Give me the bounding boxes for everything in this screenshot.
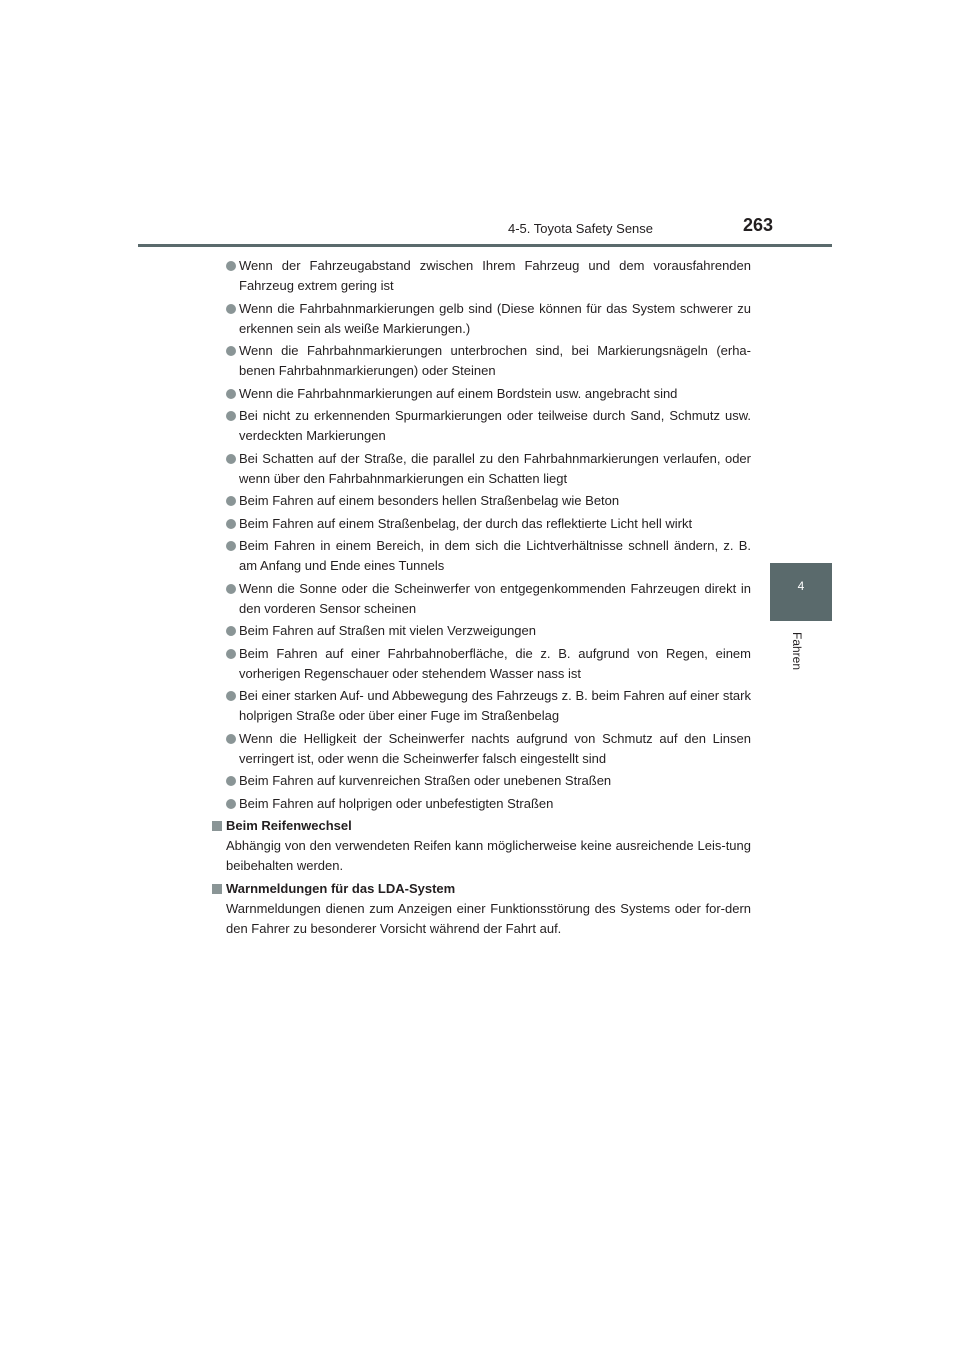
list-item <box>212 299 751 339</box>
bullet-icon <box>226 411 236 421</box>
section-body: Warnmeldungen dienen zum Anzeigen einer Funktionsstörung des Systems oder for-dern den Fahrer zu besonderer Vorsicht während der Fahrt auf. <box>226 901 751 936</box>
list-item <box>212 794 751 814</box>
list-item <box>212 771 751 791</box>
list-item <box>212 729 751 769</box>
list-item-text: Beim Fahren auf kurvenreichen Straßen oder unebenen Straßen <box>239 773 612 788</box>
list-item-text: Wenn die Fahrbahnmarkierungen gelb sind (Diese können für das System schwerer zu erkennen sein als weiße Markierungen.) <box>239 300 751 336</box>
list-item <box>212 406 751 446</box>
list-item-text: Bei einer starken Auf- und Abbewegung des Fahrzeugs z. B. beim Fahren auf einer stark holprigen Straße oder über einer Fuge im Straßenbelag <box>239 688 751 723</box>
list-item <box>212 384 751 404</box>
list-item-text: Beim Fahren in einem Bereich, in dem sich die Lichtverhältnisse schnell ändern, z. B. am Anfang und Ende eines Tunnels <box>239 538 751 573</box>
section-warnmeldungen <box>212 879 751 939</box>
bullet-icon <box>226 454 236 464</box>
list-item-text: Beim Fahren auf einem besonders hellen Straßenbelag wie Beton <box>239 493 620 508</box>
list-item-text: Bei Schatten auf der Straße, die parallel zu den Fahrbahnmarkierungen verlaufen, oder wenn über den Fahrbahnmarkierungen ein Schatten liegt <box>239 450 751 486</box>
list-item-text: Wenn die Fahrbahnmarkierungen auf einem Bordstein usw. angebracht sind <box>239 385 678 401</box>
chapter-tab <box>770 563 832 621</box>
bullet-icon <box>226 261 236 271</box>
page-content <box>212 256 751 942</box>
bullet-icon <box>226 496 236 506</box>
section-marker-icon <box>212 884 222 894</box>
bullet-icon <box>226 304 236 314</box>
bullet-icon <box>226 519 236 529</box>
list-item-text: Beim Fahren auf einem Straßenbelag, der durch das reflektierte Licht hell wirkt <box>239 515 693 531</box>
chapter-name: Fahren <box>790 632 804 671</box>
section-title: Beim Reifenwechsel <box>226 818 352 833</box>
list-item <box>212 536 751 576</box>
bullet-icon <box>226 691 236 701</box>
list-item-text: Beim Fahren auf Straßen mit vielen Verzweigungen <box>239 623 536 638</box>
list-item <box>212 256 751 296</box>
bullet-icon <box>226 799 236 809</box>
section-title: Warnmeldungen für das LDA-System <box>226 881 456 896</box>
list-item <box>212 621 751 641</box>
chapter-label <box>783 632 811 682</box>
list-item-text: Wenn die Sonne oder die Scheinwerfer von entgegenkommenden Fahrzeugen direkt in den vorderen Sensor scheinen <box>239 580 751 616</box>
list-item <box>212 341 751 381</box>
bullet-icon <box>226 584 236 594</box>
bullet-icon <box>226 734 236 744</box>
list-item <box>212 686 751 726</box>
bullet-icon <box>226 776 236 786</box>
bullet-icon <box>226 346 236 356</box>
list-item-text: Wenn der Fahrzeugabstand zwischen Ihrem Fahrzeug und dem vorausfahrenden Fahrzeug extrem gering ist <box>239 258 751 293</box>
section-reifenwechsel <box>212 816 751 876</box>
list-item-text: Wenn die Helligkeit der Scheinwerfer nachts aufgrund von Schmutz auf den Linsen verringert ist, oder wenn die Scheinwerfer falsch eingestellt sind <box>239 730 751 766</box>
chapter-number: 4 <box>797 579 805 593</box>
list-item-text: Wenn die Fahrbahnmarkierungen unterbrochen sind, bei Markierungsnägeln (erha-benen Fahrbahnmarkierungen) oder Steinen <box>239 343 751 378</box>
page-number: 263 <box>743 215 774 235</box>
bullet-icon <box>226 626 236 636</box>
running-header-section: 4-5. Toyota Safety Sense <box>508 221 654 236</box>
list-item <box>212 491 751 511</box>
list-item <box>212 514 751 534</box>
section-body: Abhängig von den verwendeten Reifen kann möglicherweise keine ausreichende Leis-tung beibehalten werden. <box>226 838 751 873</box>
header-divider <box>138 244 832 247</box>
list-item <box>212 449 751 489</box>
list-item-text: Bei nicht zu erkennenden Spurmarkierungen oder teilweise durch Sand, Schmutz usw. verdeckten Markierungen <box>239 408 751 443</box>
list-item <box>212 644 751 684</box>
list-item-text: Beim Fahren auf holprigen oder unbefestigten Straßen <box>239 795 554 811</box>
bullet-icon <box>226 389 236 399</box>
list-item-text: Beim Fahren auf einer Fahrbahnoberfläche, die z. B. aufgrund von Regen, einem vorherigen Regenschauer oder stehendem Wasser nass ist <box>239 645 751 681</box>
bullet-icon <box>226 649 236 659</box>
bullet-icon <box>226 541 236 551</box>
list-item <box>212 579 751 619</box>
section-marker-icon <box>212 821 222 831</box>
